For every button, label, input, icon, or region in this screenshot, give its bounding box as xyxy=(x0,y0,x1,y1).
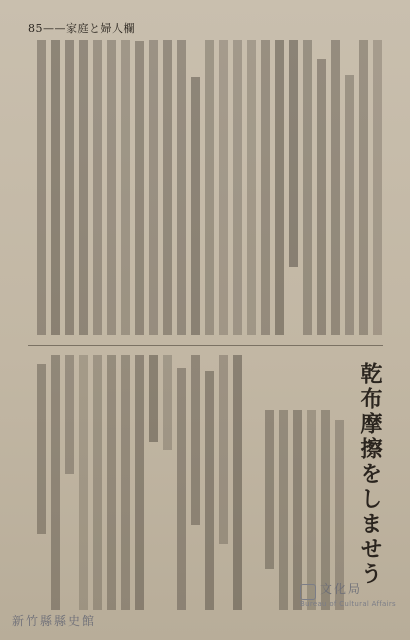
text-column xyxy=(121,355,130,610)
archive-logo-icon xyxy=(300,584,316,600)
text-column xyxy=(373,40,382,335)
running-title: ——家庭と婦人欄 xyxy=(43,22,135,35)
text-column xyxy=(51,40,60,335)
archive-stamp-right-sub: Bureau of Cultural Affairs xyxy=(300,600,397,608)
section-divider xyxy=(28,345,383,346)
text-column xyxy=(265,410,274,569)
text-column xyxy=(219,40,228,335)
archive-stamp-right: 文化局 xyxy=(320,582,363,596)
text-column xyxy=(177,40,186,335)
text-column xyxy=(293,410,302,610)
text-column xyxy=(163,40,172,335)
page-number: 85 xyxy=(28,22,43,35)
text-column xyxy=(345,75,354,335)
text-column xyxy=(359,40,368,335)
text-column xyxy=(149,355,158,442)
text-column xyxy=(307,410,316,610)
text-column xyxy=(121,40,130,335)
text-column xyxy=(107,40,116,335)
text-column xyxy=(107,355,116,610)
article-title: 乾布摩擦をしませう xyxy=(357,362,383,587)
text-column xyxy=(331,40,340,335)
text-column xyxy=(65,40,74,335)
text-column xyxy=(289,40,298,267)
text-column xyxy=(279,410,288,610)
text-column xyxy=(191,77,200,335)
text-column xyxy=(93,355,102,610)
text-column xyxy=(205,371,214,610)
text-column xyxy=(163,355,172,450)
text-column xyxy=(37,364,46,534)
text-column xyxy=(303,40,312,335)
upper-text-block xyxy=(30,40,385,335)
text-column xyxy=(177,368,186,610)
text-column xyxy=(275,40,284,335)
text-column xyxy=(233,40,242,335)
text-column xyxy=(79,40,88,335)
text-column xyxy=(79,355,88,610)
archive-stamp-left: 新竹縣縣史館 xyxy=(12,614,97,628)
text-column xyxy=(65,355,74,474)
text-column xyxy=(205,40,214,335)
running-header xyxy=(28,20,135,36)
lower-left-text-block xyxy=(30,355,245,610)
text-column xyxy=(135,41,144,335)
text-column xyxy=(93,40,102,335)
text-column xyxy=(51,355,60,610)
text-column xyxy=(135,355,144,610)
text-column xyxy=(37,40,46,335)
text-column xyxy=(191,355,200,525)
text-column xyxy=(149,40,158,335)
text-column xyxy=(261,40,270,335)
text-column xyxy=(219,355,228,544)
text-column xyxy=(247,40,256,335)
text-column xyxy=(317,59,326,335)
text-column xyxy=(233,355,242,610)
